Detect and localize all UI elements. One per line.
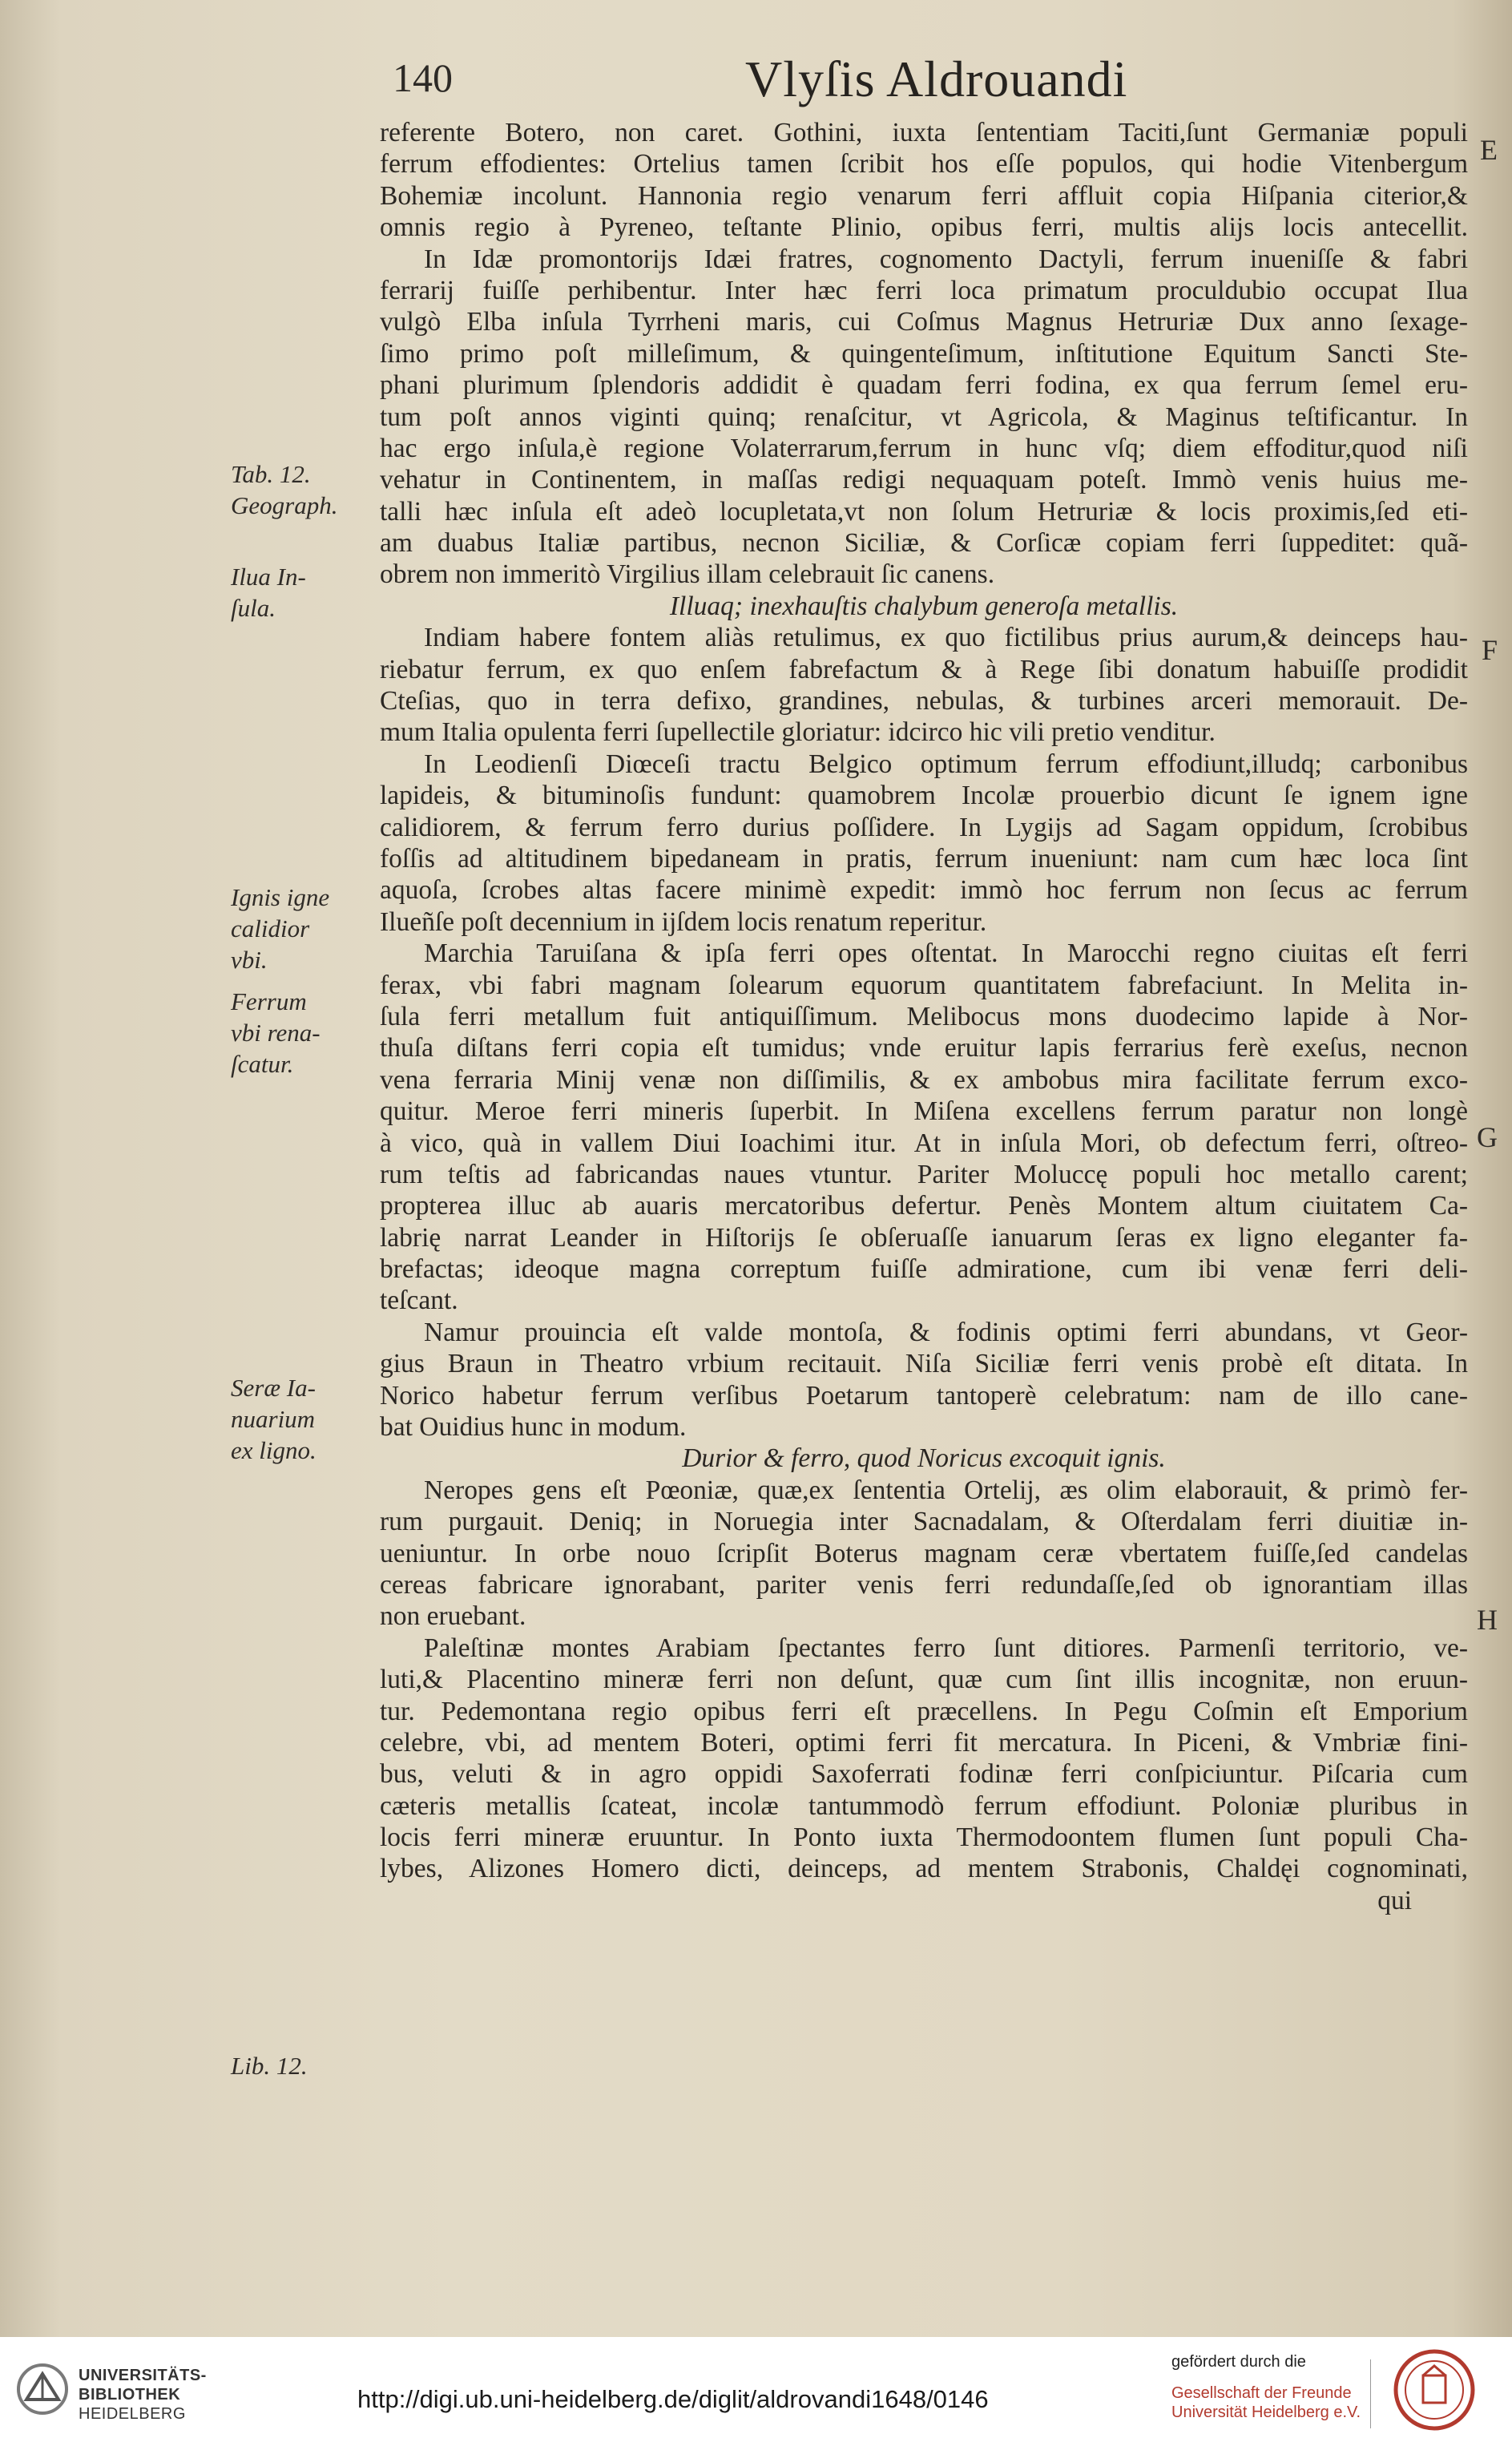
text-line: locis ferri mineræ eruuntur. In Ponto iuxta Thermodoontem flumen ſunt populi Cha-	[380, 1822, 1468, 1853]
text-line: Norico habetur ferrum verſibus Poetarum tantoperè celebratum: nam de illo cane-	[380, 1380, 1468, 1411]
text-line: ferax, vbi fabri magnam ſolearum equorum quantitatem fabrefaciunt. In Melita in-	[380, 970, 1468, 1000]
text-line: vena ferraria Minij venæ non diſſimilis, & ex ambobus mira facilitate ferrum exco-	[380, 1064, 1468, 1095]
text-line: cæteris metallis ſcateat, incolæ tantummodò ferrum effodiunt. Poloniæ pluribus in	[380, 1790, 1468, 1821]
text-line: riebatur ferrum, ex quo enſem fabrefactum & à Rege ſibi donatum habuiſſe prodidit	[380, 654, 1468, 684]
text-line: quitur. Meroe ferri mineris ſuperbit. In Miſena excellens ferrum paratur non longè	[380, 1096, 1468, 1127]
margin-note-line: nuarium	[231, 1405, 316, 1433]
margin-note-line: Tab. 12.	[231, 460, 311, 488]
text-line: celebre, vbi, ad mentem Boteri, optimi ferri fit mercatura. In Piceni, & Vmbriæ fini-	[380, 1727, 1468, 1758]
university-name-line: UNIVERSITÄTS-	[79, 2367, 207, 2384]
margin-note-line: vbi.	[231, 946, 268, 974]
text-line: propterea illuc ab auaris mercatoribus defertur. Penès Montem altum ciuitatem Ca-	[380, 1191, 1468, 1221]
margin-notes	[0, 0, 377, 2337]
text-line: Marchia Taruiſana & ipſa ferri opes oſtentat. In Marocchi regno ciuitas eſt ferri	[424, 938, 1468, 969]
margin-note	[231, 1372, 383, 1466]
text-line: Illuaq; inexhauſtis chalybum generoſa metallis.	[669, 591, 1179, 621]
text-line: rum teſtis ad fabricandas naues vtuntur. Pariter Moluccę populi hoc metallo carent;	[380, 1159, 1468, 1189]
text-line: luti,& Placentino mineræ ferri non deſunt, quæ cum ſint illis incognitæ, non eruun-	[380, 1665, 1468, 1695]
text-line: Paleſtinæ montes Arabiam ſpectantes ferro ſunt ditiores. Parmenſi territorio, ve-	[424, 1633, 1468, 1663]
text-line: vehatur in Continentem, in maſſas redigi nequaquam poteſt. Immò venis huius me-	[380, 465, 1468, 495]
page-number: 140	[393, 55, 453, 100]
text-line: ſula ferri metallum fuit antiquiſſimum. Melibocus mons duodecimo lapide à Nor-	[380, 1001, 1468, 1031]
text-line: ferrum effodientes: Ortelius tamen ſcribit hos eſſe populos, qui hodie Vitenbergum	[380, 149, 1468, 180]
margin-note-line: ſula.	[231, 594, 276, 622]
text-line: ſimo primo poſt milleſimum, & quingenteſimum, inſtitutione Equitum Sancti Ste-	[380, 338, 1468, 369]
section-signature: H	[1477, 1604, 1498, 1636]
text-line: In Leodienſi Diœceſi tractu Belgico optimum ferrum effodiunt,illudq; carbonibus	[424, 749, 1468, 779]
sponsor-label: gefördert durch die	[1171, 2353, 1306, 2371]
margin-note-line: ex ligno.	[231, 1436, 317, 1464]
text-line: ferrarij fuiſſe perhibentur. Inter hæc ferri loca primatum proculdubio occupat Ilua	[380, 275, 1468, 305]
text-line: gius Braun in Theatro vrbium recitauit. Niſa Siciliæ ferri venis probè eſt ditata. In	[380, 1349, 1468, 1379]
text-line: rum purgauit. Deniq; in Noruegia inter Sacnadalam, & Oſterdalam ferri diuitiæ in-	[380, 1507, 1468, 1537]
text-line: ueniuntur. In orbe nouo ſcripſit Boterus magnam ceræ vbertatem fuiſſe,ſed candelas	[380, 1538, 1468, 1568]
text-line: Cteſias, quo in terra defixo, grandines, nebulas, & turbines arceri memorauit. De-	[380, 686, 1468, 716]
text-line: referente Botero, non caret. Gothini, iuxta ſententiam Taciti,ſunt Germaniæ populi	[380, 118, 1468, 147]
section-signature: G	[1477, 1121, 1498, 1153]
margin-note	[231, 2050, 383, 2081]
footer-bar	[0, 2337, 1512, 2442]
text-line: phani plurimum ſplendoris addidit è quadam ferri fodina, ex qua ferrum ſemel eru-	[380, 370, 1468, 401]
text-line: Namur prouincia eſt valde montoſa, & fodinis optimi ferri abundans, vt Geor-	[424, 1317, 1468, 1347]
text-line: Ilueñſe poſt decennium in ijſdem locis renatum reperitur.	[380, 906, 987, 937]
margin-note	[231, 986, 383, 1080]
text-line: foſſis ad altitudinem bipedaneam in pratis, ferrum inueniunt: nam cum hæc loca ſint	[380, 843, 1468, 874]
text-line: obrem non immeritò Virgilius illam celebrauit ſic canens.	[380, 559, 995, 590]
section-signature: E	[1480, 134, 1498, 166]
text-line: cereas fabricare ignorabant, pariter venis ferri redundaſſe,ſed ob ignorantiam illas	[380, 1569, 1468, 1600]
university-name	[79, 2366, 207, 2424]
text-line: In Idæ promontorijs Idæi fratres, cognomento Dactyli, ferrum inueniſſe & fabri	[424, 244, 1468, 274]
text-line: tur. Pedemontana regio opibus ferri eſt præcellens. In Pegu Coſmin eſt Emporium	[380, 1696, 1468, 1726]
text-line: teſcant.	[380, 1286, 458, 1316]
section-signature: F	[1481, 634, 1498, 666]
margin-note-line: Lib. 12.	[231, 2052, 308, 2080]
body-text	[380, 117, 1468, 1916]
margin-note	[231, 561, 383, 624]
page-header	[393, 50, 1482, 114]
text-line: bat Ouidius hunc in modum.	[380, 1412, 687, 1443]
margin-note-line: Geograph.	[231, 491, 338, 519]
text-line: Durior & ferro, quod Noricus excoquit ignis.	[682, 1443, 1166, 1474]
text-line: tum poſt annos viginti quinq; renaſcitur, vt Agricola, & Maginus teſtificantur. In	[380, 402, 1468, 432]
text-line: Neropes gens eſt Pœoniæ, quæ,ex ſententia Ortelij, æs olim elaborauit, & primò fer-	[424, 1475, 1468, 1505]
text-line: aquoſa, ſcrobes altas facere minimè expedit: immò hoc ferrum non ſecus ac ferrum	[380, 875, 1468, 906]
text-line: thuſa diſtans ferri copia eſt tumidus; vnde eruitur lapis ferrarius ferè exeſus, necnon	[380, 1033, 1468, 1064]
footer-divider	[1370, 2359, 1371, 2428]
margin-note-line: ſcatur.	[231, 1050, 294, 1078]
text-line: calidiorem, & ferrum ferro durius poſſidere. In Lygijs ad Sagam oppidum, ſcrobibus	[380, 812, 1468, 842]
text-line: labrię narrat Leander in Hiſtorijs ſe obſeruaſſe ianuarum ſeras ex ligno eleganter fa-	[380, 1222, 1468, 1253]
text-line: lapideis, & bituminoſis fundunt: quamobrem Incolæ prouerbio dicunt ſe ignem igne	[380, 781, 1468, 811]
text-line: am duabus Italiæ partibus, necnon Siciliæ, & Corſicæ copiam ferri ſuppeditet: quã-	[380, 528, 1468, 559]
text-line: omnis regio à Pyreneo, teſtante Plinio, opibus ferri, multis alijs locis antecellit.	[380, 212, 1468, 243]
sponsor-name-line: Universität Heidelberg e.V.	[1171, 2404, 1361, 2421]
margin-note-line: calidior	[231, 914, 310, 942]
university-name-line: BIBLIOTHEK	[79, 2386, 181, 2404]
sponsor-name	[1171, 2383, 1361, 2422]
text-line: talli hæc inſula eſt adeò locupletata,vt non ſolum Hetruriæ & locis proximis,ſed eti-	[380, 496, 1468, 527]
text-line: non eruebant.	[380, 1601, 526, 1632]
text-line: à vico, quà in vallem Diui Ioachimi itur. At in inſula Mori, ob defectum ferri, oſtreo-	[380, 1128, 1468, 1158]
margin-note-line: Ignis igne	[231, 883, 330, 911]
sponsor-name-line: Gesellschaft der Freunde	[1171, 2384, 1352, 2402]
text-line: hac ergo inſula,è regione Volaterrarum,ferrum in hunc vſq; diem effoditur,quod niſi	[380, 433, 1468, 463]
margin-note	[231, 882, 383, 975]
margin-note	[231, 458, 383, 521]
running-head: Vlyſis Aldrouandi	[745, 50, 1128, 107]
text-line: brefactas; ideoque magna correptum fuiſſe admiratione, cum ibi venæ ferri deli-	[380, 1254, 1468, 1285]
text-line: mum Italia opulenta ferri ſupellectile gloriatur: idcirco hic vili pretio venditur.	[380, 717, 1216, 748]
margin-note-line: Ferrum	[231, 987, 307, 1015]
text-line: lybes, Alizones Homero dicti, deinceps, ad mentem Strabonis, Chaldęi cognominati,	[380, 1854, 1468, 1884]
text-line: Bohemiæ incolunt. Hannonia regio venarum ferri affluit copia Hiſpania citerior,&	[380, 180, 1468, 211]
text-line: Indiam habere fontem aliàs retulimus, ex quo fictilibus prius aurum,& deinceps hau-	[424, 623, 1468, 653]
margin-note-line: vbi rena-	[231, 1019, 321, 1047]
text-line: bus, veluti & in agro oppidi Saxoferrati fodinæ ferri conſpiciuntur. Piſcaria cum	[380, 1759, 1468, 1790]
margin-note-line: Ilua In-	[231, 563, 306, 591]
margin-note-line: Seræ Ia-	[231, 1374, 316, 1402]
university-name-line: HEIDELBERG	[79, 2405, 186, 2423]
text-line: qui	[1377, 1885, 1412, 1915]
university-logo-icon	[14, 2363, 71, 2416]
university-seal-icon	[1393, 2348, 1476, 2432]
permalink-url[interactable]: http://digi.ub.uni-heidelberg.de/diglit/aldrovandi1648/0146	[357, 2385, 989, 2413]
text-line: vulgò Elba inſula Tyrrheni maris, cui Coſmus Magnus Hetruriæ Dux anno ſexage-	[380, 307, 1468, 337]
